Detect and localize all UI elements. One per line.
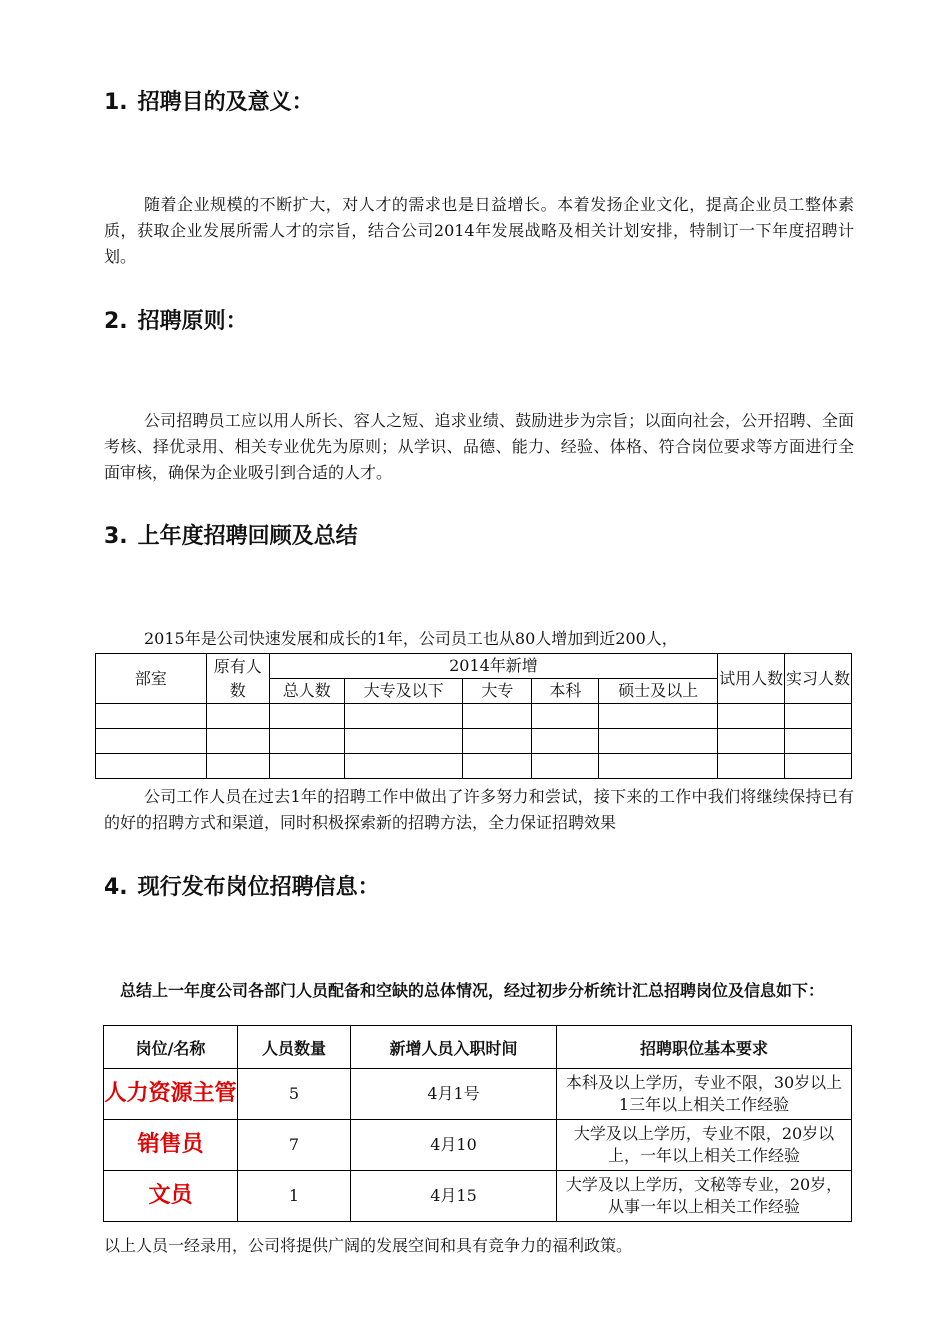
position-requirement: 本科及以上学历，专业不限，30岁以上1三年以上相关工作经验 [557, 1069, 852, 1120]
header-bachelor: 本科 [532, 679, 599, 704]
position-name: 文员 [104, 1171, 238, 1222]
recruitment-stats-table [95, 653, 852, 779]
header-new-group: 2014年新增 [269, 654, 717, 679]
table-row [104, 1120, 852, 1171]
header-intern: 实习人数 [785, 654, 852, 704]
header-count: 人员数量 [238, 1026, 351, 1069]
header-dept: 部室 [96, 654, 207, 704]
table-row [96, 704, 852, 729]
header-requirement: 招聘职位基本要求 [557, 1026, 852, 1069]
closing-paragraph: 以上人员一经录用，公司将提供广阔的发展空间和具有竞争力的福利政策。 [104, 1236, 633, 1255]
position-requirement: 大学及以上学历，专业不限，20岁以上，一年以上相关工作经验 [557, 1120, 852, 1171]
position-start-date: 4月15 [351, 1171, 557, 1222]
table-row [104, 1069, 852, 1120]
header-start-date: 新增人员入职时间 [351, 1026, 557, 1069]
position-count: 5 [238, 1069, 351, 1120]
header-trial: 试用人数 [718, 654, 785, 704]
position-start-date: 4月1号 [351, 1069, 557, 1120]
header-master: 硕士及以上 [599, 679, 718, 704]
header-below-college: 大专及以下 [344, 679, 463, 704]
jobs-intro-paragraph: 总结上一年度公司各部门人员配备和空缺的总体情况，经过初步分析统计汇总招聘岗位及信息如下： [120, 981, 825, 1000]
table-row [96, 754, 852, 779]
position-count: 1 [238, 1171, 351, 1222]
position-start-date: 4月10 [351, 1120, 557, 1171]
review-summary-paragraph: 公司工作人员在过去1年的招聘工作中做出了许多努力和尝试，接下来的工作中我们将继续保持已有的好的招聘方式和渠道，同时积极探索新的招聘方法，全力保证招聘效果 [104, 787, 854, 832]
section-heading-4: 4. 现行发布岗位招聘信息： [104, 875, 380, 900]
position-name: 人力资源主管 [104, 1069, 238, 1120]
position-requirement: 大学及以上学历，文秘等专业，20岁，从事一年以上相关工作经验 [557, 1171, 852, 1222]
job-openings-table [103, 1025, 852, 1222]
principle-paragraph: 公司招聘员工应以用人所长、容人之短、追求业绩、鼓励进步为宗旨；以面向社会，公开招聘、全面考核、择优录用、相关专业优先为原则；从学识、品德、能力、经验、体格、符合岗位要求等方面进行全面审核，确保为企业吸引到合适的人才。 [104, 411, 854, 482]
header-total: 总人数 [269, 679, 344, 704]
review-intro-paragraph: 2015年是公司快速发展和成长的1年，公司员工也从80人增加到近200人， [144, 629, 678, 648]
header-college: 大专 [463, 679, 532, 704]
section-heading-3: 3. 上年度招聘回顾及总结 [104, 524, 358, 549]
section-heading-1: 1. 招聘目的及意义： [104, 90, 314, 115]
purpose-paragraph: 随着企业规模的不断扩大，对人才的需求也是日益增长。本着发扬企业文化，提高企业员工整体素质，获取企业发展所需人才的宗旨，结合公司2014年发展战略及相关计划安排，特制订一下年度招聘计划。 [104, 195, 854, 266]
table-row [96, 729, 852, 754]
section-heading-2: 2. 招聘原则： [104, 309, 248, 334]
position-count: 7 [238, 1120, 351, 1171]
table-row [104, 1171, 852, 1222]
position-name: 销售员 [104, 1120, 238, 1171]
header-position: 岗位/名称 [104, 1026, 238, 1069]
header-original: 原有人数 [206, 654, 269, 704]
